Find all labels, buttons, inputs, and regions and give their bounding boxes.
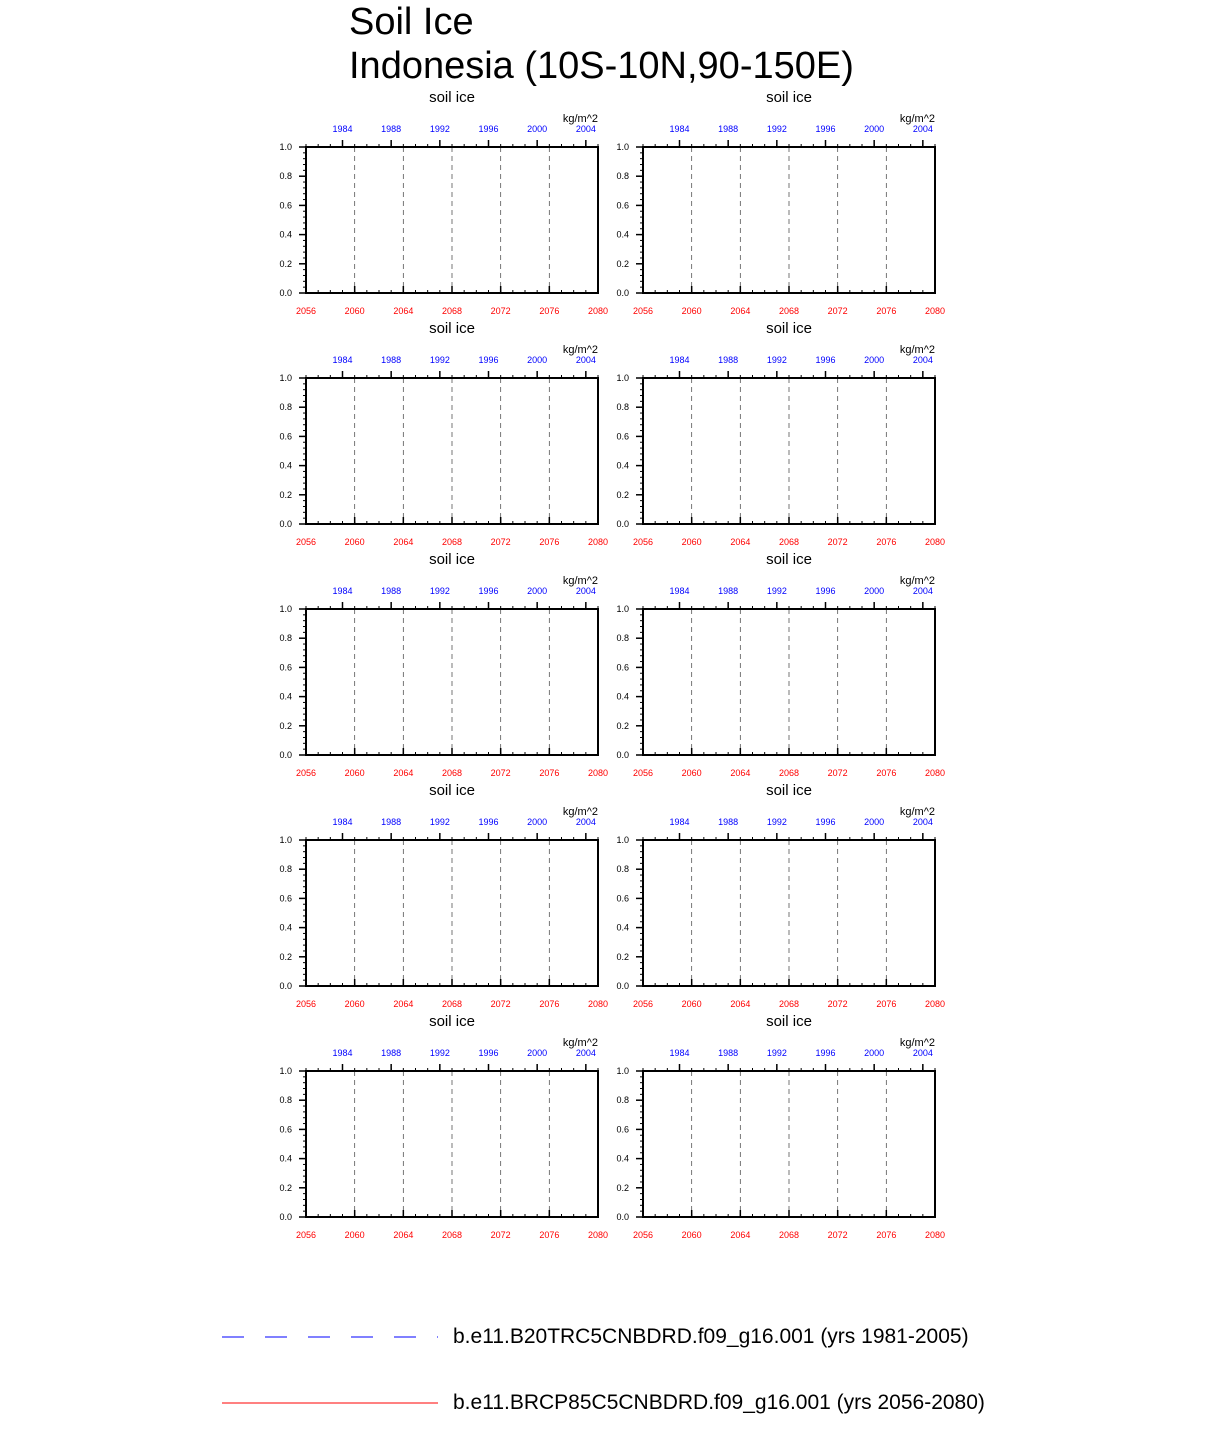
x-bottom-tick-label: 2072: [490, 537, 511, 547]
y-tick-label: 0.0: [279, 750, 292, 760]
chart-panel: [593, 1011, 1013, 1251]
x-top-tick-label: 1996: [815, 355, 836, 365]
y-tick-label: 0.8: [279, 1095, 292, 1106]
x-bottom-tick-label: 2076: [876, 306, 897, 316]
x-top-tick-label: 1996: [478, 817, 499, 827]
units-label: kg/m^2: [562, 113, 598, 125]
x-top-tick-label: 2000: [527, 355, 548, 365]
x-bottom-tick-label: 2076: [539, 306, 560, 316]
x-top-tick-label: 1992: [766, 586, 787, 596]
y-tick-label: 0.0: [616, 288, 629, 298]
x-bottom-tick-label: 2064: [393, 1230, 414, 1240]
y-tick-label: 0.8: [616, 171, 629, 182]
y-tick-label: 0.4: [279, 922, 292, 933]
y-tick-label: 1.0: [279, 373, 292, 383]
x-bottom-tick-label: 2072: [490, 1230, 511, 1240]
x-bottom-tick-label: 2080: [587, 306, 609, 316]
y-tick-label: 0.6: [616, 893, 629, 904]
x-bottom-tick-label: 2080: [924, 768, 946, 778]
x-top-tick-label: 1984: [332, 586, 353, 596]
x-bottom-tick-label: 2072: [827, 537, 848, 547]
y-tick-label: 0.4: [279, 1153, 292, 1164]
x-bottom-tick-label: 2076: [539, 537, 560, 547]
x-top-tick-label: 1984: [669, 586, 690, 596]
panel-title: soil ice: [766, 89, 812, 106]
panel-title: soil ice: [766, 782, 812, 799]
legend: [220, 1310, 1020, 1430]
x-top-tick-label: 1992: [429, 355, 450, 365]
x-bottom-tick-label: 2080: [924, 537, 946, 547]
x-bottom-tick-label: 2064: [730, 306, 751, 316]
y-tick-label: 0.4: [616, 1153, 629, 1164]
x-top-tick-label: 2004: [912, 586, 933, 596]
x-top-tick-label: 2000: [527, 817, 548, 827]
x-top-tick-label: 1992: [766, 817, 787, 827]
panel-title: soil ice: [766, 320, 812, 337]
x-top-tick-label: 1988: [718, 586, 739, 596]
x-bottom-tick-label: 2068: [778, 537, 800, 547]
x-top-tick-label: 1984: [332, 355, 353, 365]
x-top-tick-label: 1984: [669, 1048, 690, 1058]
y-tick-label: 0.4: [616, 691, 629, 702]
x-top-tick-label: 2000: [864, 817, 885, 827]
y-tick-label: 1.0: [279, 604, 292, 614]
x-top-tick-label: 2004: [912, 817, 933, 827]
y-tick-label: 0.8: [616, 633, 629, 644]
x-bottom-tick-label: 2072: [827, 768, 848, 778]
x-bottom-tick-label: 2064: [393, 768, 414, 778]
x-bottom-tick-label: 2056: [295, 537, 317, 547]
x-bottom-tick-label: 2080: [924, 306, 946, 316]
x-bottom-tick-label: 2064: [393, 999, 414, 1009]
x-top-tick-label: 1988: [381, 355, 402, 365]
x-top-tick-label: 1992: [766, 355, 787, 365]
x-top-tick-label: 1996: [478, 586, 499, 596]
y-tick-label: 1.0: [616, 142, 629, 152]
y-tick-label: 1.0: [616, 1066, 629, 1076]
x-bottom-tick-label: 2080: [587, 768, 609, 778]
x-top-tick-label: 1992: [429, 586, 450, 596]
units-label: kg/m^2: [899, 344, 935, 356]
x-bottom-tick-label: 2060: [681, 999, 702, 1009]
x-bottom-tick-label: 2076: [539, 999, 560, 1009]
x-bottom-tick-label: 2056: [632, 999, 654, 1009]
x-bottom-tick-label: 2068: [441, 1230, 463, 1240]
x-top-tick-label: 1988: [381, 124, 402, 134]
y-tick-label: 0.4: [616, 229, 629, 240]
y-tick-label: 0.0: [279, 288, 292, 298]
x-top-tick-label: 1988: [718, 1048, 739, 1058]
x-bottom-tick-label: 2072: [490, 306, 511, 316]
x-top-tick-label: 2000: [864, 124, 885, 134]
y-tick-label: 0.6: [616, 1124, 629, 1135]
y-tick-label: 0.4: [279, 229, 292, 240]
x-bottom-tick-label: 2068: [778, 306, 800, 316]
x-top-tick-label: 1988: [718, 817, 739, 827]
x-bottom-tick-label: 2080: [587, 999, 609, 1009]
x-top-tick-label: 2004: [575, 355, 596, 365]
x-bottom-tick-label: 2080: [587, 1230, 609, 1240]
x-top-tick-label: 2000: [527, 124, 548, 134]
x-bottom-tick-label: 2076: [539, 768, 560, 778]
x-top-tick-label: 2004: [912, 124, 933, 134]
chart-panel: [593, 87, 1013, 327]
y-tick-label: 0.4: [279, 460, 292, 471]
y-tick-label: 0.8: [616, 402, 629, 413]
y-tick-label: 0.2: [616, 258, 629, 269]
x-bottom-tick-label: 2068: [441, 999, 463, 1009]
x-top-tick-label: 2004: [575, 817, 596, 827]
x-top-tick-label: 1984: [332, 124, 353, 134]
x-bottom-tick-label: 2060: [681, 1230, 702, 1240]
y-tick-label: 0.0: [279, 1212, 292, 1222]
x-top-tick-label: 1984: [669, 124, 690, 134]
x-top-tick-label: 1992: [429, 817, 450, 827]
x-bottom-tick-label: 2068: [778, 768, 800, 778]
y-tick-label: 0.4: [616, 460, 629, 471]
units-label: kg/m^2: [899, 1037, 935, 1049]
x-bottom-tick-label: 2080: [924, 1230, 946, 1240]
y-tick-label: 0.0: [616, 1212, 629, 1222]
x-top-tick-label: 2004: [575, 586, 596, 596]
x-top-tick-label: 2004: [912, 1048, 933, 1058]
title-line-1: Soil Ice: [349, 1, 474, 43]
x-bottom-tick-label: 2056: [295, 1230, 317, 1240]
y-tick-label: 0.6: [279, 431, 292, 442]
y-tick-label: 0.2: [616, 489, 629, 500]
units-label: kg/m^2: [562, 806, 598, 818]
x-bottom-tick-label: 2072: [490, 768, 511, 778]
panel-title: soil ice: [766, 551, 812, 568]
x-bottom-tick-label: 2060: [344, 768, 365, 778]
x-bottom-tick-label: 2068: [778, 1230, 800, 1240]
x-top-tick-label: 1992: [766, 1048, 787, 1058]
x-top-tick-label: 1988: [381, 586, 402, 596]
y-tick-label: 0.6: [616, 431, 629, 442]
x-top-tick-label: 1996: [815, 586, 836, 596]
x-bottom-tick-label: 2056: [295, 999, 317, 1009]
y-tick-label: 0.6: [279, 1124, 292, 1135]
x-bottom-tick-label: 2072: [490, 999, 511, 1009]
y-tick-label: 0.2: [616, 951, 629, 962]
legend-item-future: [220, 1388, 1020, 1418]
x-bottom-tick-label: 2064: [393, 306, 414, 316]
x-bottom-tick-label: 2064: [393, 537, 414, 547]
legend-item-historical: [220, 1322, 1020, 1352]
y-tick-label: 0.6: [279, 893, 292, 904]
y-tick-label: 0.8: [279, 171, 292, 182]
y-tick-label: 0.2: [616, 1182, 629, 1193]
legend-label-historical: b.e11.B20TRC5CNBDRD.f09_g16.001 (yrs 1981-2005): [453, 1325, 969, 1348]
y-tick-label: 0.0: [616, 981, 629, 991]
units-label: kg/m^2: [562, 1037, 598, 1049]
x-top-tick-label: 1992: [429, 124, 450, 134]
panel-title: soil ice: [429, 320, 475, 337]
x-top-tick-label: 1996: [815, 124, 836, 134]
x-top-tick-label: 1988: [718, 355, 739, 365]
title-line-2: Indonesia (10S-10N,90-150E): [349, 45, 854, 87]
legend-swatch-solid: [220, 1388, 440, 1418]
x-top-tick-label: 1996: [478, 355, 499, 365]
x-top-tick-label: 2004: [575, 1048, 596, 1058]
x-top-tick-label: 1996: [478, 124, 499, 134]
y-tick-label: 0.0: [616, 750, 629, 760]
y-tick-label: 1.0: [616, 604, 629, 614]
x-bottom-tick-label: 2080: [924, 999, 946, 1009]
panel-title: soil ice: [429, 782, 475, 799]
y-tick-label: 0.8: [616, 1095, 629, 1106]
y-tick-label: 0.2: [279, 951, 292, 962]
x-bottom-tick-label: 2060: [344, 537, 365, 547]
x-top-tick-label: 1992: [766, 124, 787, 134]
x-bottom-tick-label: 2072: [827, 999, 848, 1009]
x-top-tick-label: 1984: [332, 1048, 353, 1058]
y-tick-label: 1.0: [279, 835, 292, 845]
x-bottom-tick-label: 2076: [876, 999, 897, 1009]
x-bottom-tick-label: 2056: [632, 1230, 654, 1240]
y-tick-label: 0.4: [279, 691, 292, 702]
x-bottom-tick-label: 2076: [876, 537, 897, 547]
x-top-tick-label: 1996: [478, 1048, 499, 1058]
x-bottom-tick-label: 2056: [632, 768, 654, 778]
legend-swatch-dashed: [220, 1322, 440, 1352]
x-bottom-tick-label: 2068: [778, 999, 800, 1009]
x-bottom-tick-label: 2060: [344, 306, 365, 316]
x-top-tick-label: 2004: [912, 355, 933, 365]
y-tick-label: 0.0: [279, 981, 292, 991]
x-top-tick-label: 1984: [332, 817, 353, 827]
y-tick-label: 0.8: [279, 633, 292, 644]
x-top-tick-label: 1996: [815, 817, 836, 827]
y-tick-label: 0.2: [279, 1182, 292, 1193]
y-tick-label: 1.0: [279, 1066, 292, 1076]
x-top-tick-label: 2000: [527, 586, 548, 596]
x-bottom-tick-label: 2076: [539, 1230, 560, 1240]
y-tick-label: 0.6: [616, 662, 629, 673]
x-bottom-tick-label: 2076: [876, 768, 897, 778]
x-bottom-tick-label: 2060: [344, 1230, 365, 1240]
y-tick-label: 0.8: [279, 402, 292, 413]
panel-title: soil ice: [429, 89, 475, 106]
chart-panel: [593, 780, 1013, 1020]
y-tick-label: 0.0: [279, 519, 292, 529]
y-tick-label: 0.2: [279, 720, 292, 731]
y-tick-label: 0.8: [616, 864, 629, 875]
x-top-tick-label: 1984: [669, 817, 690, 827]
y-tick-label: 0.0: [616, 519, 629, 529]
panel-title: soil ice: [429, 551, 475, 568]
x-bottom-tick-label: 2056: [295, 768, 317, 778]
x-bottom-tick-label: 2060: [344, 999, 365, 1009]
y-tick-label: 0.4: [616, 922, 629, 933]
y-tick-label: 0.2: [279, 489, 292, 500]
y-tick-label: 1.0: [279, 142, 292, 152]
legend-label-future: b.e11.BRCP85C5CNBDRD.f09_g16.001 (yrs 2056-2080): [453, 1391, 985, 1414]
units-label: kg/m^2: [899, 806, 935, 818]
units-label: kg/m^2: [899, 575, 935, 587]
y-tick-label: 1.0: [616, 373, 629, 383]
x-bottom-tick-label: 2080: [587, 537, 609, 547]
y-tick-label: 0.8: [279, 864, 292, 875]
x-top-tick-label: 1996: [815, 1048, 836, 1058]
x-top-tick-label: 1988: [381, 1048, 402, 1058]
x-top-tick-label: 1988: [718, 124, 739, 134]
x-top-tick-label: 2004: [575, 124, 596, 134]
units-label: kg/m^2: [562, 344, 598, 356]
panel-title: soil ice: [766, 1013, 812, 1030]
x-bottom-tick-label: 2068: [441, 306, 463, 316]
x-bottom-tick-label: 2056: [632, 537, 654, 547]
x-bottom-tick-label: 2056: [295, 306, 317, 316]
x-bottom-tick-label: 2060: [681, 537, 702, 547]
x-bottom-tick-label: 2064: [730, 999, 751, 1009]
chart-panel: [593, 318, 1013, 558]
x-bottom-tick-label: 2068: [441, 537, 463, 547]
y-tick-label: 0.2: [279, 258, 292, 269]
x-bottom-tick-label: 2064: [730, 537, 751, 547]
x-bottom-tick-label: 2072: [827, 306, 848, 316]
x-top-tick-label: 1992: [429, 1048, 450, 1058]
y-tick-label: 0.6: [279, 200, 292, 211]
x-top-tick-label: 2000: [864, 586, 885, 596]
y-tick-label: 0.6: [616, 200, 629, 211]
x-top-tick-label: 2000: [864, 1048, 885, 1058]
panel-title: soil ice: [429, 1013, 475, 1030]
x-top-tick-label: 1988: [381, 817, 402, 827]
units-label: kg/m^2: [899, 113, 935, 125]
x-top-tick-label: 1984: [669, 355, 690, 365]
x-bottom-tick-label: 2056: [632, 306, 654, 316]
chart-panel: [593, 549, 1013, 789]
x-top-tick-label: 2000: [864, 355, 885, 365]
x-bottom-tick-label: 2068: [441, 768, 463, 778]
units-label: kg/m^2: [562, 575, 598, 587]
x-bottom-tick-label: 2072: [827, 1230, 848, 1240]
y-tick-label: 0.6: [279, 662, 292, 673]
y-tick-label: 0.2: [616, 720, 629, 731]
x-bottom-tick-label: 2076: [876, 1230, 897, 1240]
y-tick-label: 1.0: [616, 835, 629, 845]
x-bottom-tick-label: 2064: [730, 768, 751, 778]
x-bottom-tick-label: 2060: [681, 768, 702, 778]
x-bottom-tick-label: 2060: [681, 306, 702, 316]
x-bottom-tick-label: 2064: [730, 1230, 751, 1240]
x-top-tick-label: 2000: [527, 1048, 548, 1058]
